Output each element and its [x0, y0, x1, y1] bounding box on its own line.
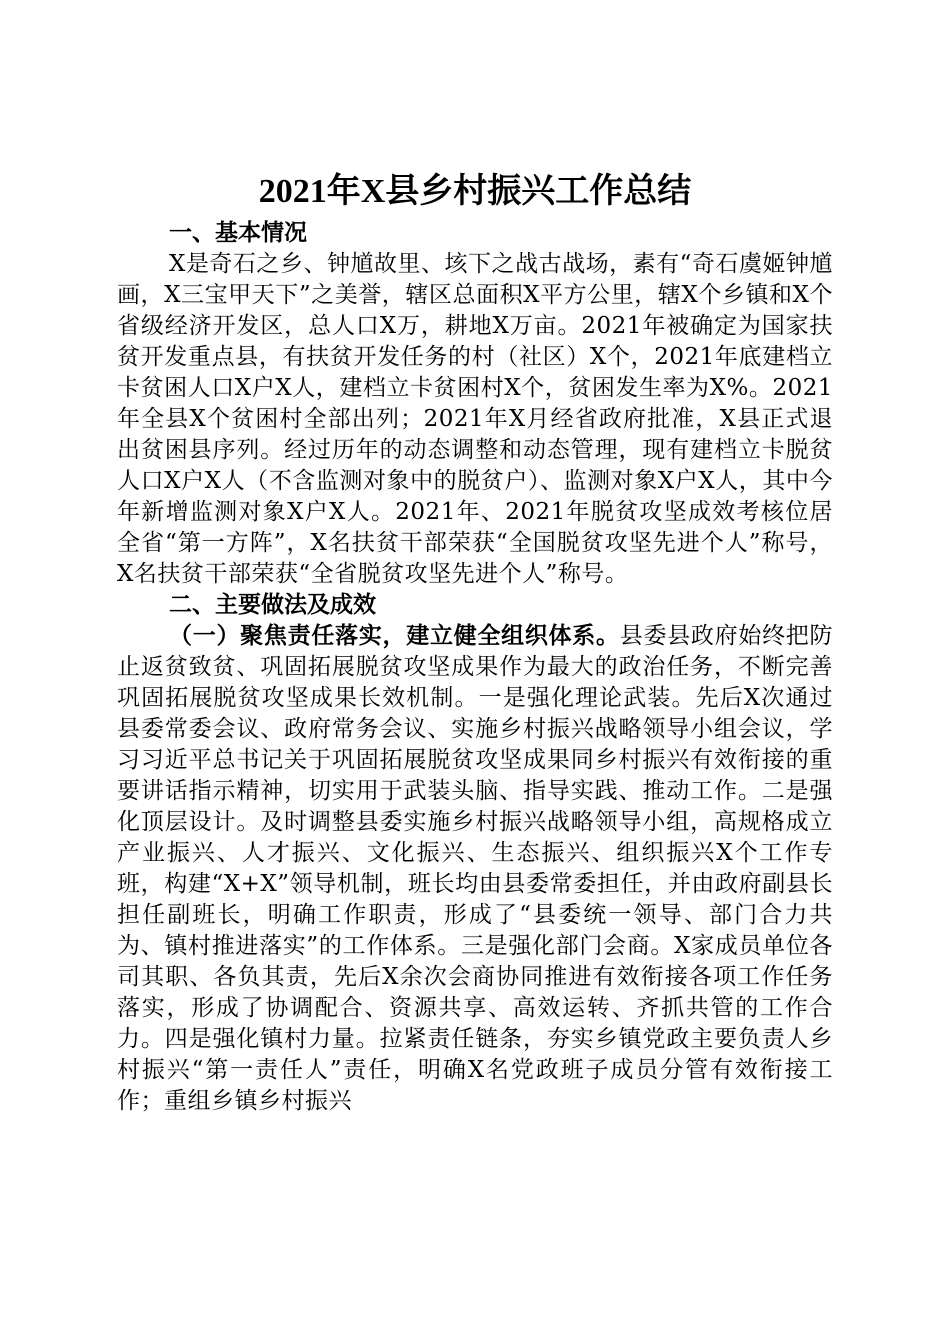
section-heading-main-practices: 二、主要做法及成效: [169, 592, 376, 618]
document-body: [117, 168, 833, 1117]
document-title: 2021年X县乡村振兴工作总结: [258, 173, 692, 210]
responsibility-paragraph: [117, 621, 833, 1117]
subsection-lead-heading: （一）聚焦责任落实，建立健全组织体系。: [169, 623, 620, 649]
section-heading-basic-situation: 一、基本情况: [169, 220, 307, 246]
subsection-body-text: 县委县政府始终把防止返贫致贫、巩固拓展脱贫攻坚成果作为最大的政治任务，不断完善巩固拓展脱贫攻坚成果长效机制。一是强化理论武装。先后X次通过县委常委会议、政府常务会议、实施乡村振兴战略领导小组会议，学习习近平总书记关于巩固拓展脱贫攻坚成果同乡村振兴有效衔接的重要讲话指示精神，切实用于武装头脑、指导实践、推动工作。二是强化顶层设计。及时调整县委实施乡村振兴战略领导小组，高规格成立产业振兴、人才振兴、文化振兴、生态振兴、组织振兴X个工作专班，构建“X+X”领导机制，班长均由县委常委担任，并由政府副县长担任副班长，明确工作职责，形成了“县委统一领导、部门合力共为、镇村推进落实”的工作体系。三是强化部门会商。X家成员单位各司其职、各负其责，先后X余次会商协同推进有效衔接各项工作任务落实，形成了协调配合、资源共享、高效运转、齐抓共管的工作合力。四是强化镇村力量。拉紧责任链条，夯实乡镇党政主要负责人乡村振兴“第一责任人”责任，明确X名党政班子成员分管有效衔接工作；重组乡镇乡村振兴: [117, 623, 834, 1114]
basic-situation-paragraph: X是奇石之乡、钟馗故里、垓下之战古战场，素有“奇石虞姬钟馗画，X三宝甲天下”之美誉，辖区总面积X平方公里，辖X个乡镇和X个省级经济开发区，总人口X万，耕地X万亩。2021年被确定为国家扶贫开发重点县，有扶贫开发任务的村（社区）X个，2021年底建档立卡贫困人口X户X人，建档立卡贫困村X个，贫困发生率为X%。2021年全县X个贫困村全部出列；2021年X月经省政府批准，X县正式退出贫困县序列。经过历年的动态调整和动态管理，现有建档立卡脱贫人口X户X人（不含监测对象中的脱贫户）、监测对象X户X人，其中今年新增监测对象X户X人。2021年、2021年脱贫攻坚成效考核位居全省“第一方阵”，X名扶贫干部荣获“全国脱贫攻坚先进个人”称号，X名扶贫干部荣获“全省脱贫攻坚先进个人”称号。: [117, 251, 833, 587]
